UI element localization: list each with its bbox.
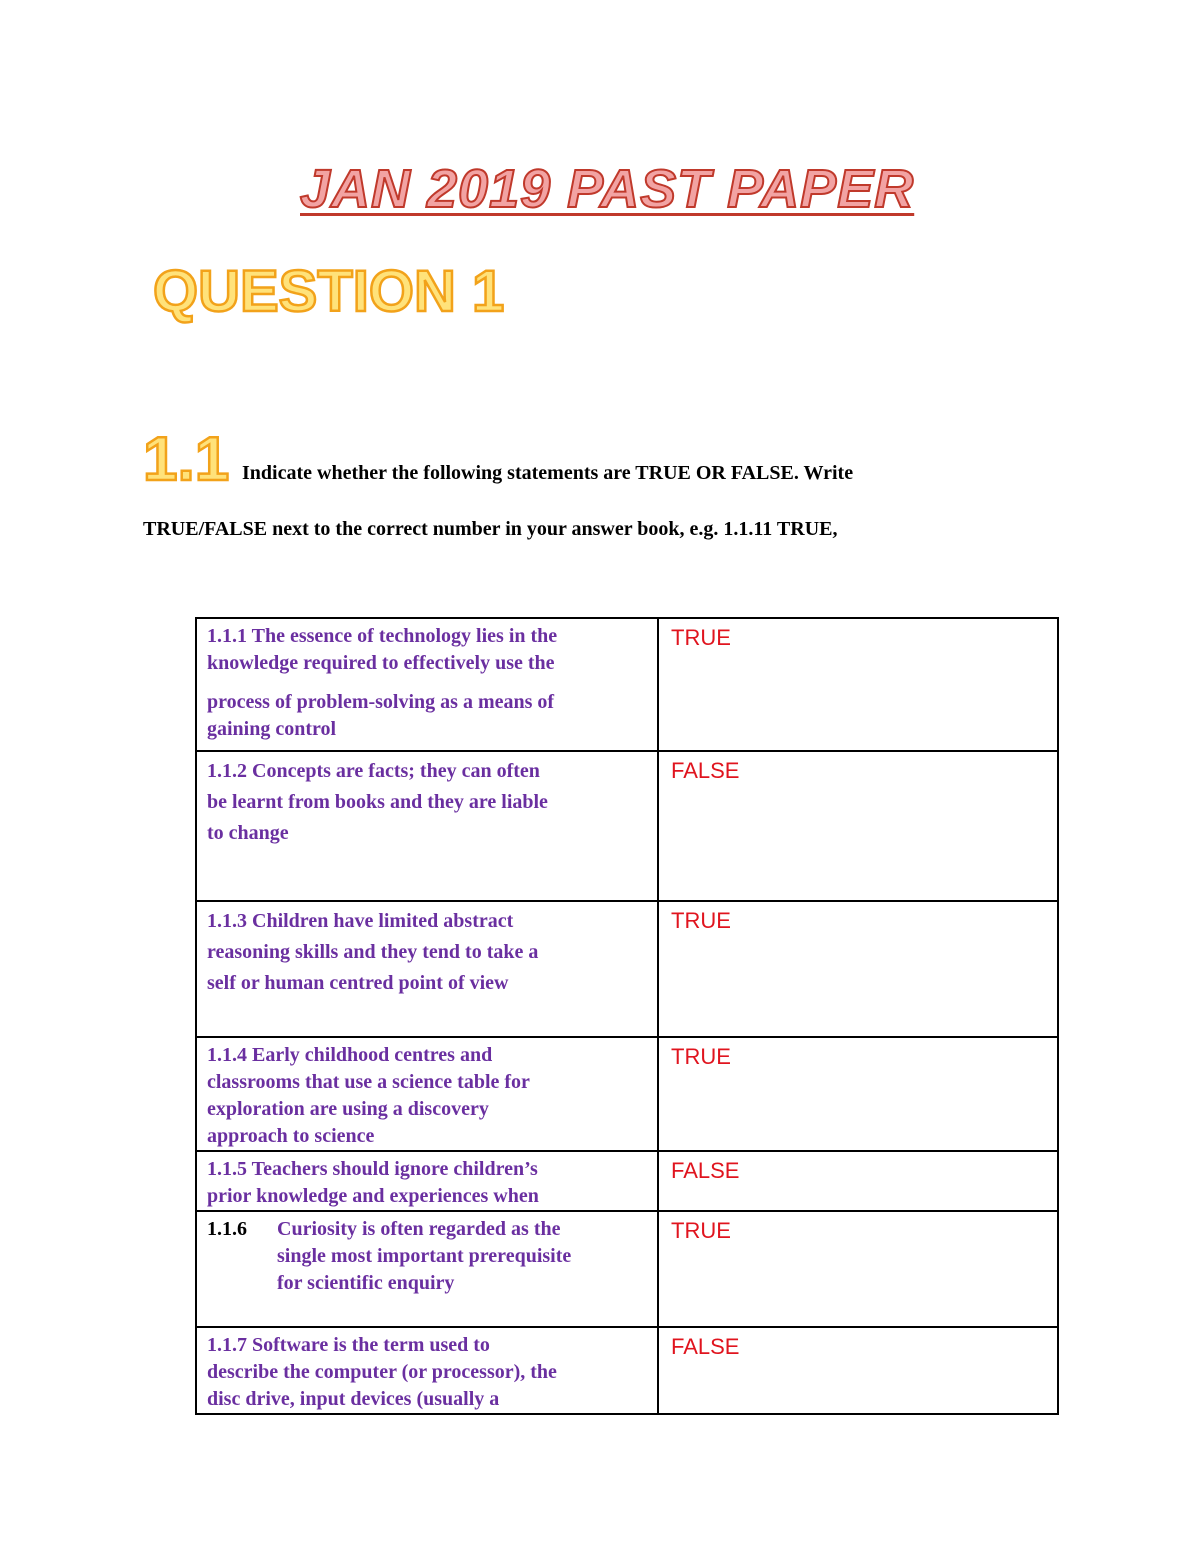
statement-line: gaining control (207, 718, 337, 740)
statement-cell (196, 1211, 658, 1327)
statement-line: disc drive, input devices (usually a (207, 1388, 500, 1410)
table-row (196, 618, 1058, 751)
statement-cell (196, 751, 658, 901)
statement-line: classrooms that use a science table for (207, 1071, 530, 1093)
statement-line: 1.1.7 Software is the term used to (207, 1334, 490, 1356)
table-row (196, 751, 1058, 901)
statement-number: 1.1.6 (207, 1218, 247, 1240)
answer-cell: FALSE (658, 751, 1058, 901)
question-heading: QUESTION 1 (153, 259, 505, 324)
answer-cell: TRUE (658, 618, 1058, 751)
statement-line: 1.1.5 Teachers should ignore children’s (207, 1158, 538, 1180)
statement-line: 1.1.3 Children have limited abstract (207, 910, 514, 932)
table-row (196, 1151, 1058, 1211)
table-row (196, 1037, 1058, 1151)
statement-cell (196, 901, 658, 1037)
statement-line: Curiosity is often regarded as the (277, 1218, 561, 1240)
statement-cell (196, 1327, 658, 1414)
section-number: 1.1 (143, 425, 230, 494)
instruction-line-2: TRUE/FALSE next to the correct number in your answer book, e.g. 1.1.11 TRUE, (143, 518, 838, 540)
statement-line: process of problem-solving as a means of (207, 691, 555, 713)
statement-cell (196, 1151, 658, 1211)
table-row (196, 1327, 1058, 1414)
answer-cell: TRUE (658, 1211, 1058, 1327)
statement-line: describe the computer (or processor), the (207, 1361, 557, 1383)
answer-table (195, 617, 1059, 1415)
answer-cell: TRUE (658, 901, 1058, 1037)
statement-line: 1.1.1 The essence of technology lies in the (207, 625, 558, 647)
answer-cell: TRUE (658, 1037, 1058, 1151)
answer-cell: FALSE (658, 1151, 1058, 1211)
statement-line: prior knowledge and experiences when (207, 1185, 539, 1207)
statement-line: 1.1.2 Concepts are facts; they can often (207, 760, 540, 782)
statement-cell (196, 1037, 658, 1151)
statement-line: reasoning skills and they tend to take a (207, 941, 539, 963)
statement-line: single most important prerequisite (277, 1245, 572, 1267)
statement-line: for scientific enquiry (277, 1272, 455, 1294)
table-row (196, 901, 1058, 1037)
table-row (196, 1211, 1058, 1327)
paper-title: JAN 2019 PAST PAPER (300, 159, 915, 219)
instruction-line-1: Indicate whether the following statements are TRUE OR FALSE. Write (242, 462, 854, 484)
statement-line: be learnt from books and they are liable (207, 791, 548, 813)
statement-cell (196, 618, 658, 751)
statement-line: approach to science (207, 1125, 375, 1147)
statement-line: self or human centred point of view (207, 972, 509, 994)
statement-line: exploration are using a discovery (207, 1098, 489, 1120)
statement-line: knowledge required to effectively use the (207, 652, 555, 674)
answer-cell: FALSE (658, 1327, 1058, 1414)
statement-line: 1.1.4 Early childhood centres and (207, 1044, 493, 1066)
statement-line: to change (207, 822, 289, 844)
